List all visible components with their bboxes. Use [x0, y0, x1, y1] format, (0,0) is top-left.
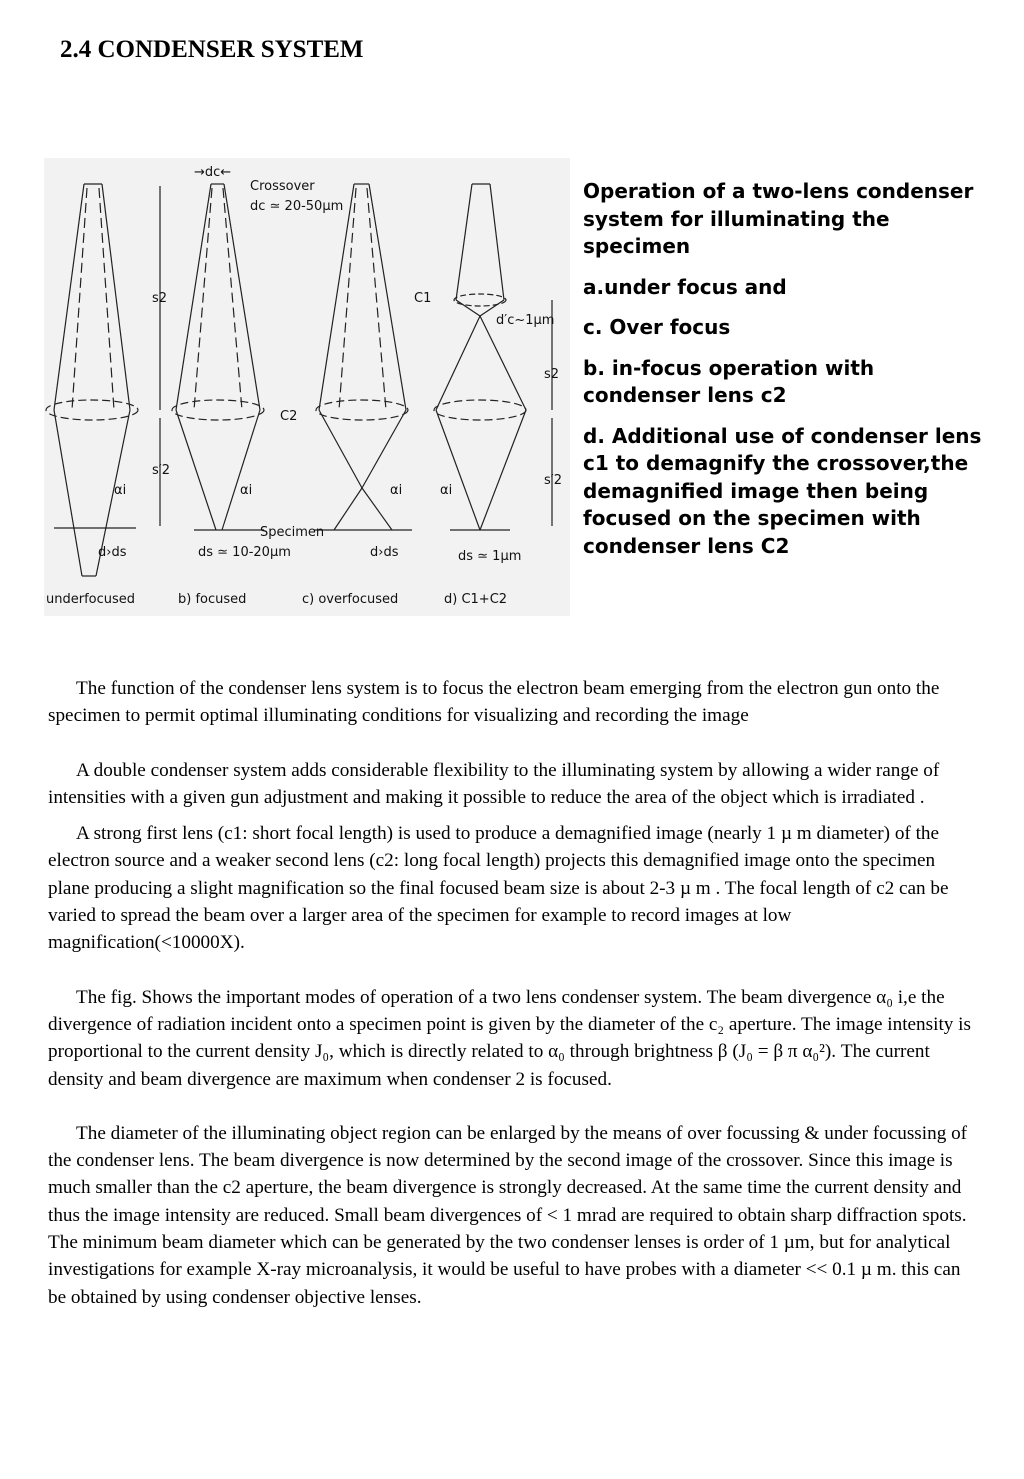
c1-label: C1	[414, 291, 432, 306]
caption-line: b. in-focus operation with condenser lens c2	[583, 355, 875, 407]
alpha-label-c: αi	[390, 483, 403, 498]
specimen-label: Specimen	[260, 525, 325, 540]
page-title: 2.4 CONDENSER SYSTEM	[60, 36, 364, 63]
panel-label-d: d) C1+C2	[444, 592, 508, 607]
caption-line: Operation of a two-lens condenser system for illuminating the specimen	[583, 179, 974, 258]
d-ds-label-c: d›ds	[370, 545, 399, 560]
panel-a-rays	[46, 184, 138, 576]
alpha-label-a: αi	[114, 483, 127, 498]
condenser-diagram	[44, 158, 570, 616]
crossover-label: Crossover	[250, 179, 315, 194]
figure-caption	[583, 178, 983, 573]
crossover-size-label: dc ≃ 20-50µm	[250, 199, 344, 214]
s2-label-b: s2	[152, 291, 168, 306]
c2-label: C2	[280, 409, 298, 424]
panel-b-rays	[172, 184, 264, 530]
d-ds-label-a: d›ds	[98, 545, 127, 560]
alpha-label-d: αi	[440, 483, 453, 498]
panel-label-c: c) overfocused	[302, 592, 399, 607]
panel-label-b: b) focused	[178, 592, 247, 607]
paragraph: A strong first lens (c1: short focal length) is used to produce a demagnified image (nearly 1 µ m diameter) of the electron source and a weaker second lens (c2: long focal length) projects this demagnified image onto the specimen plane producing a slight magnification so the final focused beam size is about 2-3 µ m . The focal length of c2 can be varied to spread the beam over a larger area of the specimen for example to record images at low magnification(<10000X).	[48, 823, 949, 954]
paragraph: The diameter of the illuminating object region can be enlarged by the means of over focussing & under focussing of the condenser lens. The beam divergence is now determined by the second image of the crossover. Since this image is much smaller than the c2 aperture, the beam divergence is strongly decreased. At the same time the current density and thus the image intensity are reduced. Small beam divergences of < 1 mrad are required to obtain sharp diffraction spots. The minimum beam diameter which can be generated by the two condenser lenses is order of 1 µm, but for analytical investigations for example X-ray microanalysis, it would be useful to have probes with a diameter << 0.1 µ m. this can be obtained by using condenser objective lenses.	[48, 1122, 968, 1308]
panel-label-a: underfocused	[46, 592, 136, 607]
s2-label-d: s2	[544, 367, 560, 382]
paragraph: The fig. Shows the important modes of operation of a two lens condenser system. The beam divergence α₀ i,e the divergence of radiation incident onto a specimen point is given by the diameter of the c₂ aperture. The image intensity is proportional to the current density J₀, which is directly related to α₀ through brightness β (J₀ = β π α₀²). The current density and beam divergence are maximum when condenser 2 is focused.	[48, 986, 971, 1090]
alpha-label-b: αi	[240, 483, 253, 498]
caption-line: c. Over focus	[583, 315, 731, 339]
paragraph: The function of the condenser lens system is to focus the electron beam emerging from the electron gun onto the specimen to permit optimal illuminating conditions for visualizing and recording the image	[48, 678, 940, 727]
s2-prime-label-d: s′2	[544, 473, 562, 488]
paragraph: A double condenser system adds considerable flexibility to the illuminating system by allowing a wider range of intensities with a given gun adjustment and making it possible to reduce the area of the object which is irradiated .	[48, 759, 940, 808]
ds-c1c2-label: ds ≃ 1µm	[458, 549, 522, 564]
caption-line: d. Additional use of condenser lens c1 to demagnify the crossover,the demagnified image then being focused on the specimen with condenser lens C2	[583, 423, 982, 558]
caption-line: a.under focus and	[583, 274, 787, 299]
panel-d-rays	[434, 184, 526, 530]
ds-focused-label: ds ≃ 10-20µm	[198, 545, 291, 560]
s2-prime-label-b: s′2	[152, 463, 170, 478]
condenser-diagram-svg	[44, 158, 570, 616]
panel-c-rays	[314, 184, 412, 530]
dc-prime-label: d′c~1µm	[496, 313, 555, 328]
body-text	[48, 675, 978, 1311]
dc-label: →dc←	[194, 165, 232, 180]
